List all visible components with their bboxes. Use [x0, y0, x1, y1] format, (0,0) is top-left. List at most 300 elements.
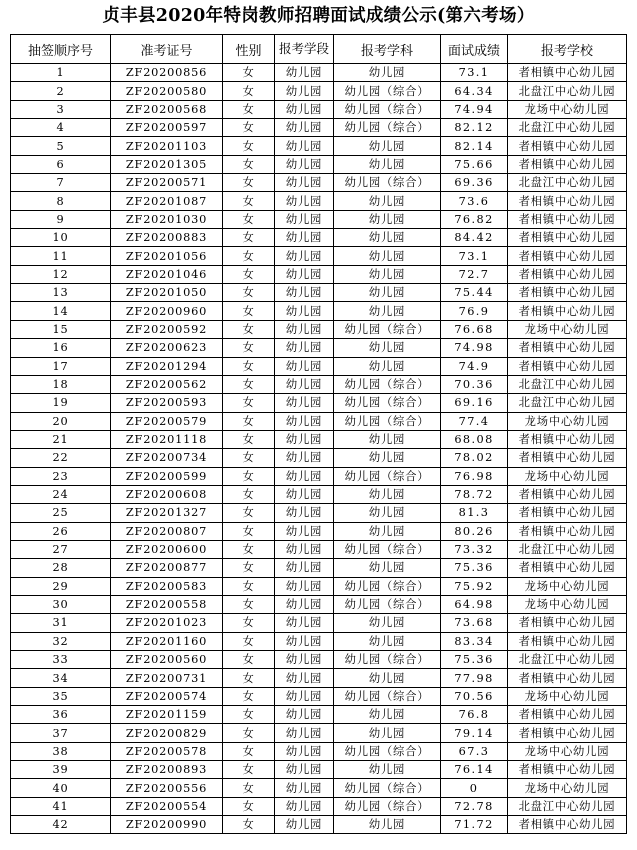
score-cell: 82.14: [441, 137, 508, 155]
draw-order-cell: 22: [11, 449, 111, 467]
table-row: [11, 779, 627, 797]
gender-cell: 女: [223, 174, 275, 192]
gender-cell: 女: [223, 119, 275, 137]
ticket-number-cell: ZF20200990: [111, 816, 223, 834]
draw-order-cell: 13: [11, 284, 111, 302]
draw-order-cell: 17: [11, 357, 111, 375]
stage-cell: 幼儿园: [275, 320, 334, 338]
table-row: [11, 64, 627, 82]
gender-cell: 女: [223, 155, 275, 173]
draw-order-cell: 38: [11, 742, 111, 760]
subject-cell: 幼儿园（综合）: [334, 375, 441, 393]
subject-cell: 幼儿园: [334, 614, 441, 632]
gender-cell: 女: [223, 229, 275, 247]
gender-cell: 女: [223, 320, 275, 338]
school-cell: 龙场中心幼儿园: [508, 320, 627, 338]
ticket-number-cell: ZF20200597: [111, 119, 223, 137]
school-cell: 龙场中心幼儿园: [508, 779, 627, 797]
draw-order-cell: 41: [11, 797, 111, 815]
draw-order-cell: 9: [11, 210, 111, 228]
ticket-number-cell: ZF20200734: [111, 449, 223, 467]
stage-cell: 幼儿园: [275, 412, 334, 430]
ticket-number-cell: ZF20201159: [111, 706, 223, 724]
school-cell: 者相镇中心幼儿园: [508, 137, 627, 155]
ticket-number-cell: ZF20201087: [111, 192, 223, 210]
draw-order-cell: 42: [11, 816, 111, 834]
draw-order-cell: 18: [11, 375, 111, 393]
school-cell: 者相镇中心幼儿园: [508, 357, 627, 375]
score-cell: 67.3: [441, 742, 508, 760]
stage-cell: 幼儿园: [275, 485, 334, 503]
subject-cell: 幼儿园: [334, 724, 441, 742]
draw-order-cell: 10: [11, 229, 111, 247]
subject-cell: 幼儿园: [334, 485, 441, 503]
ticket-number-cell: ZF20200807: [111, 522, 223, 540]
school-cell: 龙场中心幼儿园: [508, 595, 627, 613]
table-row: [11, 284, 627, 302]
score-cell: 74.94: [441, 100, 508, 118]
draw-order-cell: 7: [11, 174, 111, 192]
ticket-number-cell: ZF20201030: [111, 210, 223, 228]
subject-cell: 幼儿园: [334, 247, 441, 265]
draw-order-cell: 12: [11, 265, 111, 283]
table-row: [11, 192, 627, 210]
draw-order-cell: 36: [11, 706, 111, 724]
score-cell: 72.78: [441, 797, 508, 815]
school-cell: 者相镇中心幼儿园: [508, 339, 627, 357]
table-row: [11, 761, 627, 779]
score-cell: 80.26: [441, 522, 508, 540]
school-cell: 者相镇中心幼儿园: [508, 64, 627, 82]
table-row: [11, 137, 627, 155]
score-cell: 73.68: [441, 614, 508, 632]
draw-order-cell: 33: [11, 651, 111, 669]
table-row: [11, 724, 627, 742]
table-row: [11, 357, 627, 375]
gender-cell: 女: [223, 687, 275, 705]
ticket-number-cell: ZF20200960: [111, 302, 223, 320]
score-cell: 70.36: [441, 375, 508, 393]
school-cell: 北盘江中心幼儿园: [508, 174, 627, 192]
score-cell: 64.98: [441, 595, 508, 613]
school-cell: 者相镇中心幼儿园: [508, 724, 627, 742]
table-row: [11, 375, 627, 393]
score-cell: 84.42: [441, 229, 508, 247]
subject-cell: 幼儿园（综合）: [334, 394, 441, 412]
school-cell: 龙场中心幼儿园: [508, 467, 627, 485]
ticket-number-cell: ZF20201056: [111, 247, 223, 265]
table-row: [11, 229, 627, 247]
subject-cell: 幼儿园: [334, 449, 441, 467]
school-cell: 北盘江中心幼儿园: [508, 119, 627, 137]
gender-cell: 女: [223, 210, 275, 228]
school-cell: 龙场中心幼儿园: [508, 742, 627, 760]
table-row: [11, 247, 627, 265]
school-cell: 者相镇中心幼儿园: [508, 247, 627, 265]
table-row: [11, 339, 627, 357]
table-row: [11, 797, 627, 815]
header-score: 面试成绩: [441, 35, 508, 64]
header-school: 报考学校: [508, 35, 627, 64]
subject-cell: 幼儿园（综合）: [334, 467, 441, 485]
school-cell: 北盘江中心幼儿园: [508, 540, 627, 558]
school-cell: 者相镇中心幼儿园: [508, 632, 627, 650]
table-row: [11, 485, 627, 503]
table-row: [11, 816, 627, 834]
gender-cell: 女: [223, 724, 275, 742]
school-cell: 者相镇中心幼儿园: [508, 614, 627, 632]
draw-order-cell: 26: [11, 522, 111, 540]
table-header: [11, 35, 627, 64]
table-row: [11, 174, 627, 192]
draw-order-cell: 29: [11, 577, 111, 595]
draw-order-cell: 15: [11, 320, 111, 338]
school-cell: 者相镇中心幼儿园: [508, 229, 627, 247]
ticket-number-cell: ZF20200583: [111, 577, 223, 595]
school-cell: 龙场中心幼儿园: [508, 577, 627, 595]
score-cell: 83.34: [441, 632, 508, 650]
table-row: [11, 540, 627, 558]
subject-cell: 幼儿园（综合）: [334, 779, 441, 797]
draw-order-cell: 14: [11, 302, 111, 320]
score-cell: 78.72: [441, 485, 508, 503]
stage-cell: 幼儿园: [275, 669, 334, 687]
table-row: [11, 522, 627, 540]
score-cell: 77.98: [441, 669, 508, 687]
school-cell: 北盘江中心幼儿园: [508, 797, 627, 815]
school-cell: 者相镇中心幼儿园: [508, 210, 627, 228]
gender-cell: 女: [223, 284, 275, 302]
score-cell: 70.56: [441, 687, 508, 705]
table-row: [11, 412, 627, 430]
score-cell: 78.02: [441, 449, 508, 467]
subject-cell: 幼儿园（综合）: [334, 100, 441, 118]
score-cell: 69.36: [441, 174, 508, 192]
subject-cell: 幼儿园: [334, 265, 441, 283]
gender-cell: 女: [223, 651, 275, 669]
table-row: [11, 651, 627, 669]
subject-cell: 幼儿园: [334, 816, 441, 834]
draw-order-cell: 8: [11, 192, 111, 210]
gender-cell: 女: [223, 375, 275, 393]
subject-cell: 幼儿园: [334, 137, 441, 155]
gender-cell: 女: [223, 247, 275, 265]
draw-order-cell: 5: [11, 137, 111, 155]
stage-cell: 幼儿园: [275, 119, 334, 137]
gender-cell: 女: [223, 64, 275, 82]
ticket-number-cell: ZF20200554: [111, 797, 223, 815]
school-cell: 者相镇中心幼儿园: [508, 302, 627, 320]
subject-cell: 幼儿园: [334, 229, 441, 247]
score-cell: 82.12: [441, 119, 508, 137]
score-cell: 73.32: [441, 540, 508, 558]
draw-order-cell: 16: [11, 339, 111, 357]
school-cell: 龙场中心幼儿园: [508, 412, 627, 430]
header-draw-order: 抽签顺序号: [11, 35, 111, 64]
gender-cell: 女: [223, 467, 275, 485]
subject-cell: 幼儿园: [334, 302, 441, 320]
table-row: [11, 577, 627, 595]
draw-order-cell: 4: [11, 119, 111, 137]
score-cell: 76.68: [441, 320, 508, 338]
ticket-number-cell: ZF20200608: [111, 485, 223, 503]
subject-cell: 幼儿园（综合）: [334, 320, 441, 338]
ticket-number-cell: ZF20201023: [111, 614, 223, 632]
gender-cell: 女: [223, 595, 275, 613]
stage-cell: 幼儿园: [275, 614, 334, 632]
table-row: [11, 210, 627, 228]
stage-cell: 幼儿园: [275, 724, 334, 742]
stage-cell: 幼儿园: [275, 816, 334, 834]
school-cell: 者相镇中心幼儿园: [508, 155, 627, 173]
gender-cell: 女: [223, 706, 275, 724]
stage-cell: 幼儿园: [275, 797, 334, 815]
draw-order-cell: 1: [11, 64, 111, 82]
draw-order-cell: 31: [11, 614, 111, 632]
ticket-number-cell: ZF20201103: [111, 137, 223, 155]
school-cell: 者相镇中心幼儿园: [508, 761, 627, 779]
draw-order-cell: 30: [11, 595, 111, 613]
subject-cell: 幼儿园（综合）: [334, 119, 441, 137]
ticket-number-cell: ZF20200893: [111, 761, 223, 779]
gender-cell: 女: [223, 412, 275, 430]
subject-cell: 幼儿园: [334, 430, 441, 448]
school-cell: 者相镇中心幼儿园: [508, 449, 627, 467]
draw-order-cell: 24: [11, 485, 111, 503]
draw-order-cell: 21: [11, 430, 111, 448]
table-row: [11, 559, 627, 577]
stage-cell: 幼儿园: [275, 595, 334, 613]
subject-cell: 幼儿园: [334, 504, 441, 522]
stage-cell: 幼儿园: [275, 155, 334, 173]
score-cell: 79.14: [441, 724, 508, 742]
draw-order-cell: 34: [11, 669, 111, 687]
school-cell: 北盘江中心幼儿园: [508, 651, 627, 669]
score-cell: 77.4: [441, 412, 508, 430]
gender-cell: 女: [223, 522, 275, 540]
stage-cell: 幼儿园: [275, 742, 334, 760]
school-cell: 北盘江中心幼儿园: [508, 375, 627, 393]
score-cell: 76.9: [441, 302, 508, 320]
gender-cell: 女: [223, 559, 275, 577]
ticket-number-cell: ZF20200599: [111, 467, 223, 485]
ticket-number-cell: ZF20200574: [111, 687, 223, 705]
subject-cell: 幼儿园（综合）: [334, 742, 441, 760]
draw-order-cell: 39: [11, 761, 111, 779]
school-cell: 龙场中心幼儿园: [508, 100, 627, 118]
draw-order-cell: 2: [11, 82, 111, 100]
gender-cell: 女: [223, 82, 275, 100]
gender-cell: 女: [223, 669, 275, 687]
school-cell: 者相镇中心幼儿园: [508, 504, 627, 522]
score-cell: 73.1: [441, 247, 508, 265]
score-cell: 73.6: [441, 192, 508, 210]
school-cell: 者相镇中心幼儿园: [508, 192, 627, 210]
score-cell: 75.44: [441, 284, 508, 302]
gender-cell: 女: [223, 577, 275, 595]
gender-cell: 女: [223, 192, 275, 210]
gender-cell: 女: [223, 742, 275, 760]
stage-cell: 幼儿园: [275, 449, 334, 467]
ticket-number-cell: ZF20200877: [111, 559, 223, 577]
score-cell: 69.16: [441, 394, 508, 412]
ticket-number-cell: ZF20200578: [111, 742, 223, 760]
stage-cell: 幼儿园: [275, 779, 334, 797]
ticket-number-cell: ZF20200571: [111, 174, 223, 192]
stage-cell: 幼儿园: [275, 559, 334, 577]
subject-cell: 幼儿园: [334, 761, 441, 779]
ticket-number-cell: ZF20200829: [111, 724, 223, 742]
draw-order-cell: 3: [11, 100, 111, 118]
draw-order-cell: 40: [11, 779, 111, 797]
score-cell: 64.34: [441, 82, 508, 100]
table-row: [11, 394, 627, 412]
table-row: [11, 504, 627, 522]
stage-cell: 幼儿园: [275, 210, 334, 228]
gender-cell: 女: [223, 100, 275, 118]
score-cell: 75.92: [441, 577, 508, 595]
subject-cell: 幼儿园: [334, 669, 441, 687]
gender-cell: 女: [223, 540, 275, 558]
score-cell: 74.9: [441, 357, 508, 375]
stage-cell: 幼儿园: [275, 522, 334, 540]
ticket-number-cell: ZF20201327: [111, 504, 223, 522]
school-cell: 者相镇中心幼儿园: [508, 706, 627, 724]
subject-cell: 幼儿园: [334, 559, 441, 577]
stage-cell: 幼儿园: [275, 577, 334, 595]
ticket-number-cell: ZF20200580: [111, 82, 223, 100]
stage-cell: 幼儿园: [275, 82, 334, 100]
stage-cell: 幼儿园: [275, 174, 334, 192]
score-cell: 76.98: [441, 467, 508, 485]
table-row: [11, 449, 627, 467]
header-row: [11, 35, 627, 64]
score-cell: 72.7: [441, 265, 508, 283]
draw-order-cell: 35: [11, 687, 111, 705]
school-cell: 者相镇中心幼儿园: [508, 559, 627, 577]
draw-order-cell: 37: [11, 724, 111, 742]
gender-cell: 女: [223, 816, 275, 834]
school-cell: 龙场中心幼儿园: [508, 687, 627, 705]
subject-cell: 幼儿园: [334, 192, 441, 210]
stage-cell: 幼儿园: [275, 64, 334, 82]
draw-order-cell: 32: [11, 632, 111, 650]
stage-cell: 幼儿园: [275, 192, 334, 210]
score-cell: 0: [441, 779, 508, 797]
draw-order-cell: 27: [11, 540, 111, 558]
draw-order-cell: 23: [11, 467, 111, 485]
school-cell: 者相镇中心幼儿园: [508, 522, 627, 540]
stage-cell: 幼儿园: [275, 229, 334, 247]
subject-cell: 幼儿园（综合）: [334, 577, 441, 595]
table-row: [11, 467, 627, 485]
ticket-number-cell: ZF20200556: [111, 779, 223, 797]
school-cell: 者相镇中心幼儿园: [508, 669, 627, 687]
ticket-number-cell: ZF20200883: [111, 229, 223, 247]
table-row: [11, 302, 627, 320]
subject-cell: 幼儿园（综合）: [334, 82, 441, 100]
score-cell: 75.36: [441, 559, 508, 577]
draw-order-cell: 20: [11, 412, 111, 430]
subject-cell: 幼儿园（综合）: [334, 595, 441, 613]
subject-cell: 幼儿园: [334, 210, 441, 228]
subject-cell: 幼儿园（综合）: [334, 687, 441, 705]
table-row: [11, 687, 627, 705]
gender-cell: 女: [223, 485, 275, 503]
school-cell: 者相镇中心幼儿园: [508, 485, 627, 503]
subject-cell: 幼儿园: [334, 522, 441, 540]
score-cell: 74.98: [441, 339, 508, 357]
subject-cell: 幼儿园: [334, 64, 441, 82]
gender-cell: 女: [223, 339, 275, 357]
table-row: [11, 614, 627, 632]
subject-cell: 幼儿园（综合）: [334, 174, 441, 192]
ticket-number-cell: ZF20200592: [111, 320, 223, 338]
ticket-number-cell: ZF20201305: [111, 155, 223, 173]
ticket-number-cell: ZF20200579: [111, 412, 223, 430]
score-cell: 81.3: [441, 504, 508, 522]
header-gender: 性别: [223, 35, 275, 64]
gender-cell: 女: [223, 357, 275, 375]
results-table: [10, 34, 627, 834]
ticket-number-cell: ZF20200558: [111, 595, 223, 613]
ticket-number-cell: ZF20200600: [111, 540, 223, 558]
stage-cell: 幼儿园: [275, 100, 334, 118]
gender-cell: 女: [223, 614, 275, 632]
subject-cell: 幼儿园: [334, 284, 441, 302]
ticket-number-cell: ZF20201050: [111, 284, 223, 302]
ticket-number-cell: ZF20201160: [111, 632, 223, 650]
subject-cell: 幼儿园（综合）: [334, 540, 441, 558]
school-cell: 者相镇中心幼儿园: [508, 430, 627, 448]
ticket-number-cell: ZF20200623: [111, 339, 223, 357]
gender-cell: 女: [223, 797, 275, 815]
stage-cell: 幼儿园: [275, 430, 334, 448]
score-cell: 75.66: [441, 155, 508, 173]
table-row: [11, 82, 627, 100]
subject-cell: 幼儿园: [334, 339, 441, 357]
header-subject: 报考学科: [334, 35, 441, 64]
stage-cell: 幼儿园: [275, 339, 334, 357]
table-row: [11, 595, 627, 613]
ticket-number-cell: ZF20201046: [111, 265, 223, 283]
gender-cell: 女: [223, 632, 275, 650]
stage-cell: 幼儿园: [275, 761, 334, 779]
school-cell: 者相镇中心幼儿园: [508, 284, 627, 302]
ticket-number-cell: ZF20201294: [111, 357, 223, 375]
draw-order-cell: 25: [11, 504, 111, 522]
stage-cell: 幼儿园: [275, 540, 334, 558]
table-row: [11, 155, 627, 173]
score-cell: 71.72: [441, 816, 508, 834]
table-row: [11, 320, 627, 338]
score-cell: 75.36: [441, 651, 508, 669]
table-row: [11, 632, 627, 650]
ticket-number-cell: ZF20200562: [111, 375, 223, 393]
draw-order-cell: 28: [11, 559, 111, 577]
stage-cell: 幼儿园: [275, 357, 334, 375]
subject-cell: 幼儿园: [334, 155, 441, 173]
gender-cell: 女: [223, 430, 275, 448]
draw-order-cell: 6: [11, 155, 111, 173]
score-cell: 73.1: [441, 64, 508, 82]
draw-order-cell: 19: [11, 394, 111, 412]
gender-cell: 女: [223, 761, 275, 779]
stage-cell: 幼儿园: [275, 651, 334, 669]
stage-cell: 幼儿园: [275, 504, 334, 522]
gender-cell: 女: [223, 449, 275, 467]
gender-cell: 女: [223, 779, 275, 797]
